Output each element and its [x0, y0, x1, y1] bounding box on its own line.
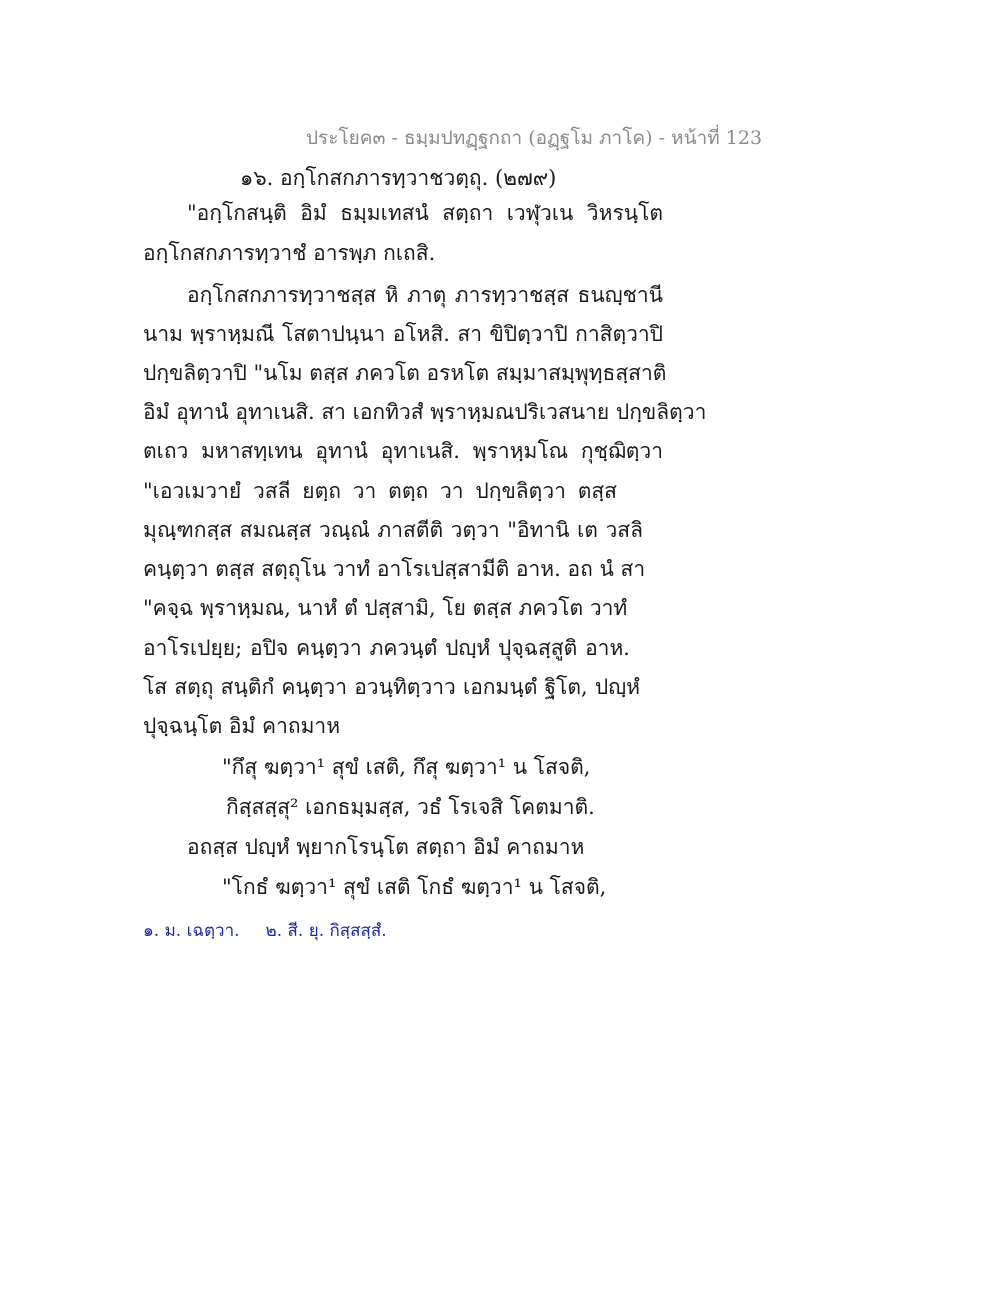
running-header: ประโยค๓ - ธมฺมปทฏฺฐกถา (อฏฺฐโม ภาโค) - หน้าที่ 123	[306, 127, 763, 149]
body-line: ปุจฺฉนฺโต อิมํ คาถมาห	[143, 714, 341, 738]
body-line: "เอวเมวายํ วสลี ยตฺถ วา ตตฺถ วา ปกฺขลิตฺวา ตสฺส	[143, 479, 617, 503]
body-line: นาม พฺราหฺมณี โสตาปนฺนา อโหสิ. สา ขิปิตฺวาปิ กาสิตฺวาปิ	[143, 322, 663, 346]
body-line: คนฺตฺวา ตสฺส สตฺถุโน วาทํ อาโรเปสฺสามีติ อาห. อถ นํ สา	[143, 557, 646, 581]
body-line: "คจฺฉ พฺราหฺมณ, นาหํ ตํ ปสฺสามิ, โย ตสฺส ภควโต วาทํ	[143, 596, 628, 620]
body-line: อาโรเปยฺย; อปิจ คนฺตฺวา ภควนฺตํ ปญฺหํ ปุจฺฉสฺสูติ อาห.	[143, 636, 630, 660]
footnote-1: ๑. ม. เฉตฺวา.	[143, 921, 240, 941]
body-line: อกฺโกสกภารทฺวาชํ อารพฺภ กเถสิ.	[143, 241, 436, 265]
story-title: ๑๖. อกฺโกสกภารทฺวาชวตฺถุ. (๒๗๙)	[240, 166, 557, 190]
verse-line: กิสฺสสฺสุ² เอกธมฺมสฺส, วธํ โรเจสิ โคตมาติ.	[226, 795, 595, 819]
body-line: มุณฺฑกสฺส สมณสฺส วณฺณํ ภาสตีติ วตฺวา "อิทานิ เต วสลิ	[143, 518, 643, 542]
body-line: ตเถว มหาสทฺเทน อุทานํ อุทาเนสิ. พฺราหฺมโณ กุชฺฌิตฺวา	[143, 439, 663, 463]
body-line: อิมํ อุทานํ อุทาเนสิ. สา เอกทิวสํ พฺราหฺมณปริเวสนาย ปกฺขลิตฺวา	[143, 400, 707, 424]
body-line: โส สตฺถุ สนฺติกํ คนฺตฺวา อวนฺทิตฺวาว เอกมนฺตํ ฐิโต, ปญฺหํ	[143, 675, 640, 699]
body-line: อถสฺส ปญฺหํ พฺยากโรนฺโต สตฺถา อิมํ คาถมาห	[187, 835, 585, 859]
body-line: "อกฺโกสนฺติ อิมํ ธมฺมเทสนํ สตฺถา เวฬุวเน วิหรนฺโต	[187, 201, 663, 225]
verse-line: "กึสุ ฆตฺวา¹ สุขํ เสติ, กึสุ ฆตฺวา¹ น โสจติ,	[222, 755, 591, 779]
footnote-2: ๒. สี. ยุ. กิสฺสสฺสํ.	[265, 921, 387, 941]
footnotes	[143, 917, 387, 944]
body-line: ปกฺขลิตฺวาปิ "นโม ตสฺส ภควโต อรหโต สมฺมาสมฺพุทฺธสฺสาติ	[143, 361, 667, 385]
verse-line: "โกธํ ฆตฺวา¹ สุขํ เสติ โกธํ ฆตฺวา¹ น โสจติ,	[222, 875, 607, 899]
body-line: อกฺโกสกภารทฺวาชสฺส หิ ภาตุ ภารทฺวาชสฺส ธนญฺชานี	[187, 283, 663, 307]
